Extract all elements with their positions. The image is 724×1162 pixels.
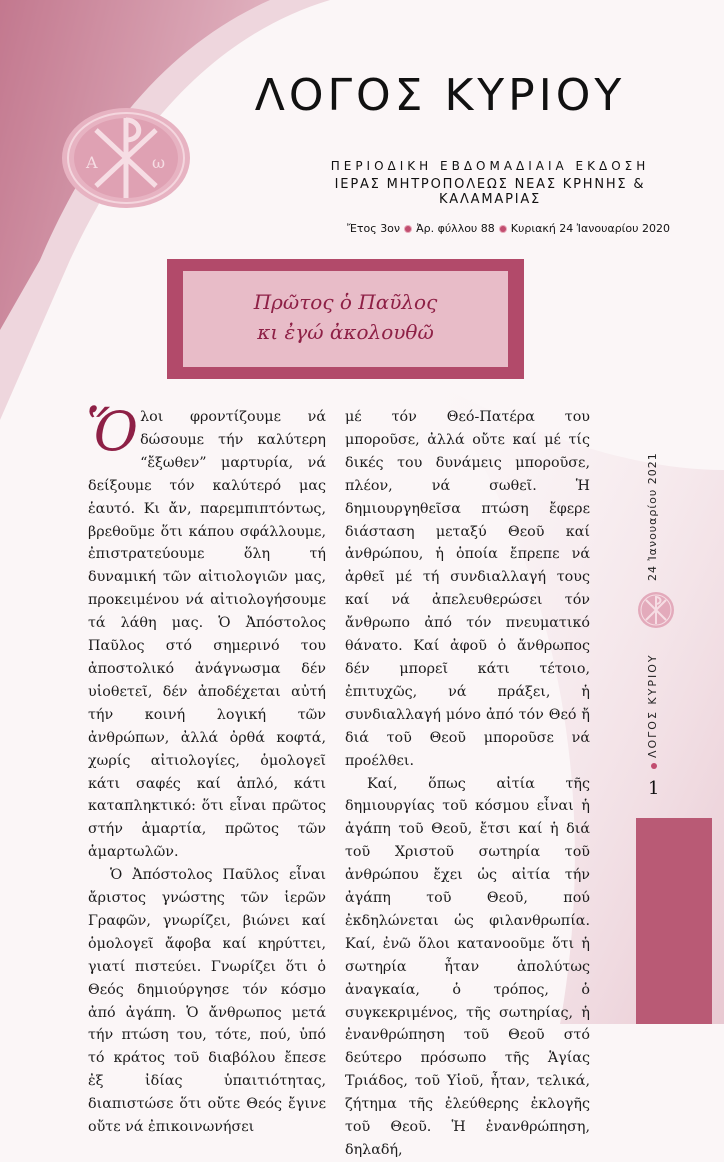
paragraph bbox=[86, 400, 326, 864]
issue-year: Ἔτος 3ον bbox=[347, 222, 401, 235]
issue-date: Κυριακή 24 Ἰανουαρίου 2020 bbox=[510, 222, 670, 235]
drop-cap: Ὅ bbox=[86, 400, 139, 463]
svg-text:ω: ω bbox=[152, 153, 166, 172]
publication-subtitle: ΠΕΡΙΟΔΙΚΗ ΕΒΔΟΜΑΔΙΑΙΑ ΕΚΔΟΣΗ bbox=[330, 159, 650, 173]
chi-rho-seal-icon bbox=[60, 106, 192, 210]
chi-rho-seal-icon bbox=[636, 590, 676, 630]
paragraph: Ὁ Ἀπόστολος Παῦλος εἶναι ἄριστος γνώστης τῶν ἱερῶν Γραφῶν, γνωρίζει, βιώνει καί ὁμολογεῖ ἄφοβα καί κηρύττει, γιατί πιστεύει. Γνωρίζει ὅτι ὁ Θεός δημιούργησε τόν κόσμο ἀπό ἀγάπη. Ὁ ἄνθρωπος μετά τήν πτώση του, τότε, πού, ὑπό τό κράτος τοῦ διαβόλου ἔπεσε ἐξ ἰδίας ὑπαιτιότητας, διαπιστώσε ὅτι οὔτε Θεός ἔγινε οὔτε νά ἐπικοινωνήσει bbox=[88, 867, 326, 1136]
sidebar-date-text: 24 Ἰανουαρίου 2021 bbox=[646, 452, 659, 581]
article-column-2 bbox=[345, 406, 590, 1162]
sidebar-date bbox=[642, 441, 666, 581]
paragraph: μέ τόν Θεό-Πατέρα του μποροῦσε, ἀλλά οὔτε καί μέ τίς δικές του δυνάμεις μποροῦσε, πλέον, νά σωθεῖ. Ἡ δημιουργηθεῖσα πτώση ἔφερε διάσταση μεταξύ Θεοῦ καί ἀνθρώπου, ἡ ὁποία ἔπρεπε νά ἀρθεῖ μέ τή συνδιαλλαγή τους καί νά ἀπελευθερώσει τόν ἄνθρωπο ἀπό τόν πνευματικό θάνατο. Καί ἀφοῦ ὁ ἄνθρωπος δέν μπορεῖ κάτι τέτοιο, ἐπιτυχῶς, νά πράξει, ἡ συνδιαλλαγή μόνο ἀπό τόν Θεό ἤ διά τοῦ Θεοῦ μποροῦσε νά προέλθει. bbox=[345, 409, 590, 769]
publisher-name: ΙΕΡΑΣ ΜΗΤΡΟΠΟΛΕΩΣ ΝΕΑΣ ΚΡΗΝΗΣ & ΚΑΛΑΜΑΡΙΑΣ bbox=[334, 177, 646, 207]
article-column-1 bbox=[86, 400, 326, 1139]
issue-number: Ἀρ. φύλλου 88 bbox=[416, 222, 495, 235]
bullet-dot-icon bbox=[500, 226, 506, 232]
sidebar-title-text: ΛΟΓΟΣ ΚΥΡΙΟΥ bbox=[646, 653, 659, 758]
paragraph: Καί, ὅπως αἰτία τῆς δημιουργίας τοῦ κόσμου εἶναι ἡ ἀγάπη τοῦ Θεοῦ, ἔτσι καί ἡ διά τοῦ Χριστοῦ σωτηρία τοῦ ἀνθρώπου ἔχει ὡς αἰτία τήν ἀγάπη τοῦ Θεοῦ, πού ἐκδηλώνεται ὡς φιλανθρωπία. Καί, ἐνῶ ὅλοι κατανοοῦμε ὅτι ἡ σωτηρία ἦταν ἀπολύτως ἀναγκαία, ὁ τρόπος, ὁ συγκεκριμένος, τῆς σωτηρίας, ἡ ἐνανθρώπηση τοῦ Θεοῦ στό δεύτερο πρόσωπο τῆς Ἁγίας Τριάδος, τοῦ Υἱοῦ, ἦταν, τελικά, ζήτημα τῆς ἐλεύθερης ἐκλογῆς τοῦ Θεοῦ. Ἡ ἐνανθρώπηση, δηλαδή, bbox=[345, 775, 590, 1158]
headline-line-1: Πρῶτος ὁ Παῦλος bbox=[253, 290, 438, 314]
headline-line-2: κι ἐγώ ἀκολουθῶ bbox=[257, 320, 434, 344]
svg-text:A: A bbox=[86, 153, 98, 172]
headline-box bbox=[183, 271, 508, 367]
article-headline bbox=[183, 287, 508, 347]
publication-title: ΛΟΓΟΣ ΚΥΡΙΟΥ bbox=[254, 70, 626, 121]
issue-info bbox=[300, 222, 670, 235]
page-number: 1 bbox=[648, 778, 660, 799]
bullet-dot-icon bbox=[405, 226, 411, 232]
bullet-dot-icon bbox=[651, 763, 657, 769]
paragraph-text: λοι φροντίζουμε νά δώσουμε τήν καλύτερη “ἔξωθεν” μαρτυρία, νά δείξουμε τόν καλύτερό μας ἑαυτό. Κι ἄν, παρεμπιπτόντως, βρεθοῦμε ὅτι κάπου σφάλλουμε, ἐπιστρατεύουμε ὅλη τή δυναμική τῶν αἰτιολογιῶν μας, προκειμένου νά αἰτιολογήσουμε τά λάθη μας. Ὁ Ἀπόστολος Παῦλος στό σημερινό του ἀποστολικό ἀνάγνωσμα δέν υἱοθετεῖ, δέν ἀποδέχεται αὐτή τήν κοινή λογική τῶν ἀνθρώπων, ἀλλά ὀρθά κοφτά, χωρίς αἰτιολογίες, ὁμολογεῖ κάτι σαφές καί ἁπλό, κάτι καταπληκτικό: ὅτι εἶναι πρῶτος στήν ἁμαρτία, πρῶτος τῶν ἁμαρτωλῶν. bbox=[88, 409, 326, 861]
masthead bbox=[200, 70, 680, 121]
sidebar-title bbox=[642, 646, 666, 766]
sidebar-accent-bar bbox=[636, 818, 712, 1024]
